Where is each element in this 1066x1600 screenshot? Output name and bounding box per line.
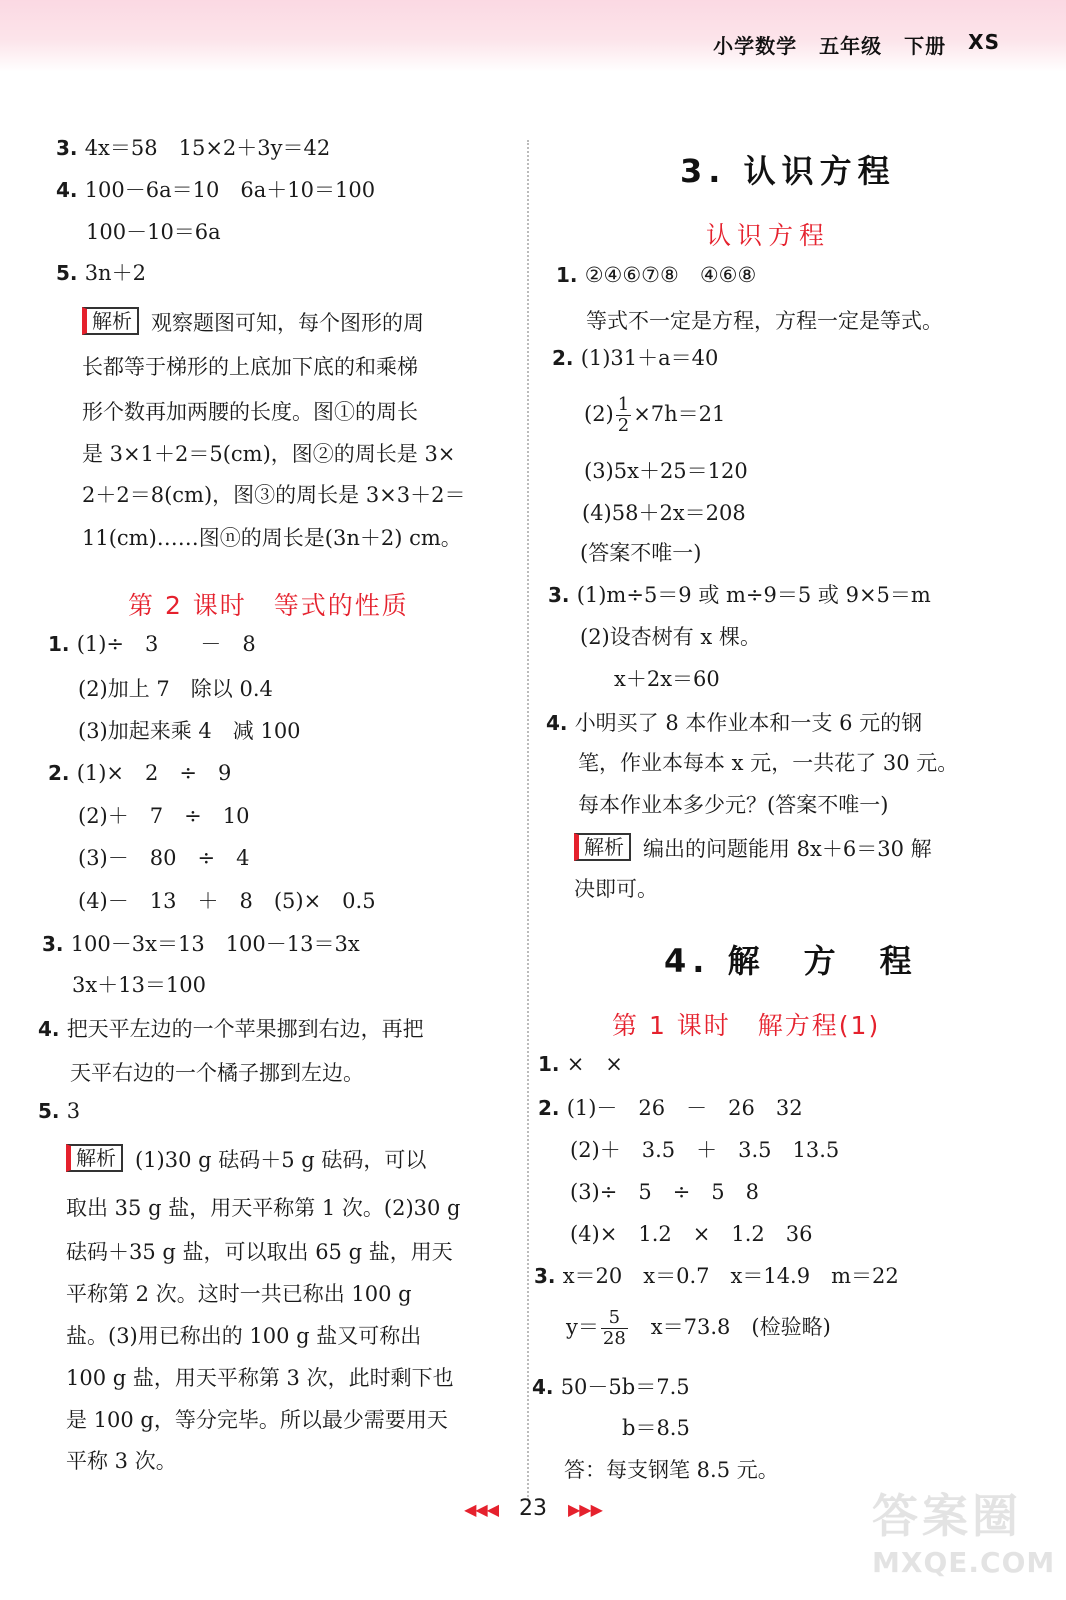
watermark-logo: 答案圈 MXQE.COM — [872, 1489, 1056, 1579]
analysis-line: 11(cm)……图ⓝ的周长是(3n＋2) cm。 — [82, 526, 462, 550]
answer-line: 每本作业本多少元？(答案不唯一) — [578, 793, 889, 817]
answer-line: 100－10＝6a — [86, 220, 221, 244]
analysis-line: 长都等于梯形的上底加下底的和乘梯 — [82, 355, 418, 379]
header-grade: 五年级 — [819, 34, 883, 58]
column-divider — [527, 140, 529, 1500]
page-number: 23 — [519, 1496, 547, 1521]
answer-line: 2. (1)31＋a＝40 — [552, 346, 719, 370]
answer-line: (2)＋ 3.5 ＋ 3.5 13.5 — [570, 1138, 840, 1162]
fraction: $\frac{1}{2}$ — [617, 394, 630, 436]
answer-line: 4. 把天平左边的一个苹果挪到右边，再把 — [38, 1017, 424, 1041]
analysis-line: 解析 观察题图可知，每个图形的周 — [82, 307, 424, 338]
answer-line: (2)加上 7 除以 0.4 — [78, 677, 273, 701]
answer-line: 4. 100－6a＝10 6a＋10＝100 — [56, 178, 376, 202]
section-title: 第 1 课时 解方程(1) — [612, 1011, 881, 1040]
answer-line: 3x＋13＝100 — [72, 973, 207, 997]
analysis-line: 解析 (1)30 g 砝码＋5 g 砝码，可以 — [66, 1144, 426, 1175]
answer-line: x＋2x＝60 — [614, 667, 720, 691]
analysis-line: 解析 编出的问题能用 8x＋6＝30 解 — [574, 833, 932, 864]
answer-line: 等式不一定是方程，方程一定是等式。 — [586, 309, 943, 333]
analysis-line: 100 g 盐，用天平称第 3 次，此时剩下也 — [66, 1366, 454, 1390]
answer-line: (4)× 1.2 × 1.2 36 — [570, 1222, 813, 1246]
answer-line: 4. 50－5b＝7.5 — [532, 1375, 690, 1399]
answer-line: 3. 4x＝58 15×2＋3y＝42 — [56, 136, 331, 160]
analysis-line: 平称 3 次。 — [66, 1449, 177, 1473]
answer-line: 1. × × — [538, 1052, 623, 1076]
chapter-title: 4. 解 方 程 — [664, 942, 918, 980]
analysis-line: 平称第 2 次。这时一共已称出 100 g — [66, 1282, 412, 1306]
answer-line: (2)＋ 7 ÷ 10 — [78, 804, 250, 828]
answer-line: 答：每支钢笔 8.5 元。 — [564, 1458, 779, 1482]
analysis-badge: 解析 — [574, 833, 631, 861]
answer-line: (2) $\frac{1}{2}$ ×7h＝21 — [584, 394, 726, 436]
answer-line: (4)58＋2x＝208 — [582, 501, 746, 525]
answer-line: (3)－ 80 ÷ 4 — [78, 846, 250, 870]
answer-line: 5. 3n＋2 — [56, 261, 146, 285]
header-edition: XS — [968, 30, 1000, 54]
section-title: 第 2 课时 等式的性质 — [128, 591, 409, 620]
analysis-line: 盐。(3)用已称出的 100 g 盐又可称出 — [66, 1324, 422, 1348]
answer-line: 3. 100－3x＝13 100－13＝3x — [42, 932, 360, 956]
answer-line: 1. (1)÷ 3 － 8 — [48, 632, 256, 656]
analysis-badge: 解析 — [66, 1144, 123, 1172]
running-header — [713, 30, 1000, 59]
next-arrows-icon: ▶▶▶ — [568, 1500, 602, 1519]
analysis-line: 2＋2＝8(cm)，图③的周长是 3×3＋2＝ — [82, 483, 466, 507]
answer-line: (4)－ 13 ＋ 8 (5)× 0.5 — [78, 889, 376, 913]
answer-line: (答案不唯一) — [580, 541, 702, 565]
answer-line: 4. 小明买了 8 本作业本和一支 6 元的钢 — [546, 711, 923, 735]
analysis-line: 是 3×1＋2＝5(cm)，图②的周长是 3× — [82, 442, 456, 466]
answer-line: 3. (1)m÷5＝9 或 m÷9＝5 或 9×5＝m — [548, 583, 931, 607]
header-subject: 小学数学 — [713, 34, 798, 58]
answer-line: (3)5x＋25＝120 — [584, 459, 748, 483]
answer-line: 笔，作业本每本 x 元，一共花了 30 元。 — [578, 751, 959, 775]
answer-line: b＝8.5 — [622, 1416, 690, 1440]
analysis-line: 取出 35 g 盐，用天平称第 1 次。(2)30 g — [66, 1196, 461, 1220]
answer-line: 5. 3 — [38, 1099, 81, 1123]
answer-line: 天平右边的一个橘子挪到左边。 — [70, 1061, 364, 1085]
analysis-line: 决即可。 — [574, 877, 658, 901]
answer-line: 3. x＝20 x＝0.7 x＝14.9 m＝22 — [534, 1264, 899, 1288]
analysis-line: 形个数再加两腰的长度。图①的周长 — [82, 400, 418, 424]
prev-arrows-icon: ◀◀◀ — [464, 1500, 498, 1519]
analysis-line: 砝码＋35 g 盐，可以取出 65 g 盐，用天 — [66, 1240, 453, 1264]
answer-line: 1. ②④⑥⑦⑧ ④⑥⑧ — [556, 263, 757, 287]
answer-line: 2. (1)× 2 ÷ 9 — [48, 761, 232, 785]
answer-line: y＝ $\frac{5}{28}$ x＝73.8 (检验略) — [566, 1307, 831, 1349]
analysis-badge: 解析 — [82, 307, 139, 335]
chapter-title: 3. 认识方程 — [680, 152, 896, 190]
answer-line: (2)设杏树有 x 棵。 — [580, 625, 761, 649]
answer-line: (3)÷ 5 ÷ 5 8 — [570, 1180, 760, 1204]
section-title: 认识方程 — [706, 221, 831, 250]
answer-line: (3)加起来乘 4 减 100 — [78, 719, 301, 743]
fraction: $\frac{5}{28}$ — [602, 1307, 626, 1349]
analysis-line: 是 100 g，等分完毕。所以最少需要用天 — [66, 1408, 448, 1432]
answer-line: 2. (1)－ 26 － 26 32 — [538, 1096, 803, 1120]
header-volume: 下册 — [904, 34, 947, 58]
